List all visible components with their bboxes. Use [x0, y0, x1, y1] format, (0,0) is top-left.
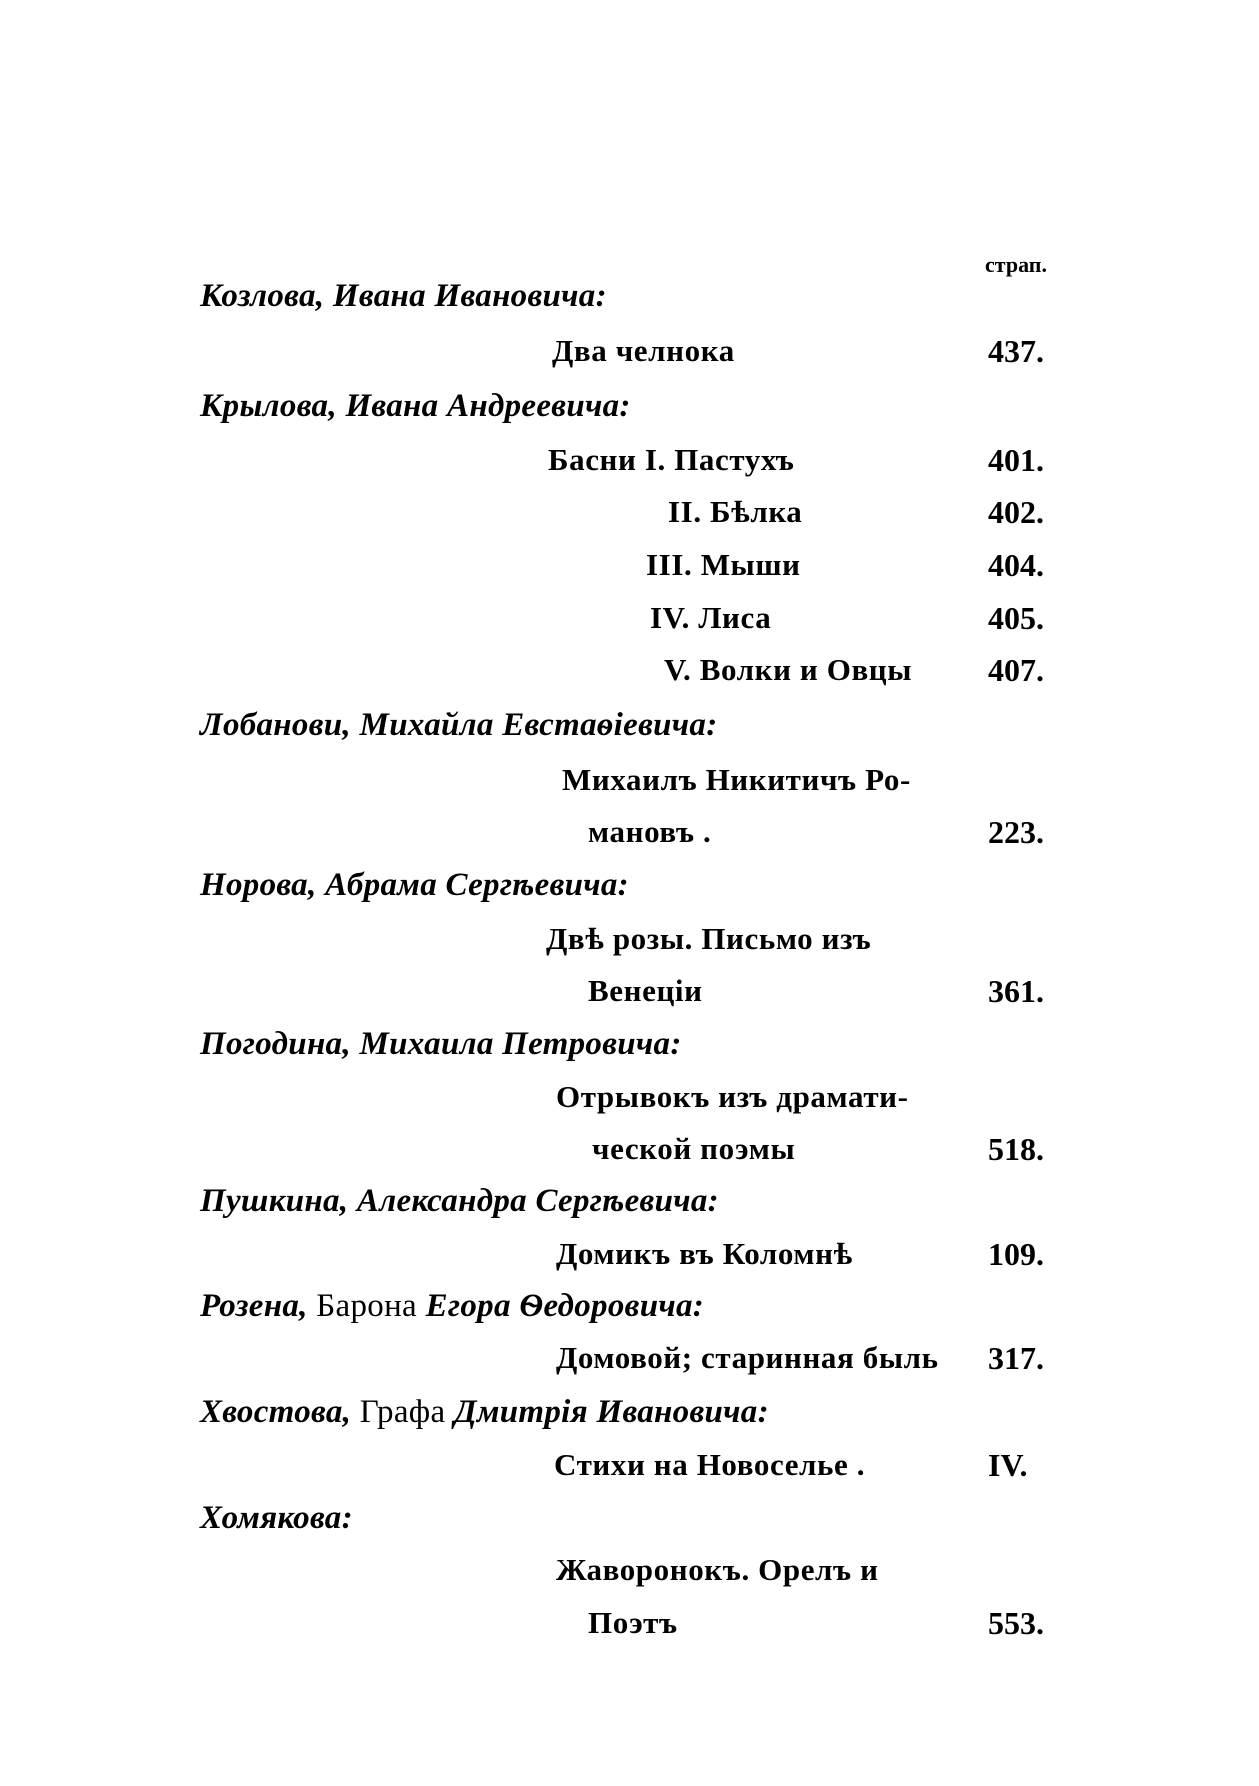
author-heading: [200, 1183, 719, 1220]
author-heading: [200, 707, 718, 744]
toc-entry-page: 223.: [988, 814, 1044, 850]
toc-entry-title: Домикъ въ Коломнѣ: [556, 1236, 853, 1271]
author-heading: [200, 1500, 353, 1537]
toc-entry-title: Басни I. Пастухъ: [548, 442, 795, 477]
toc-entry-title: Михаилъ Никитичъ Ро-: [562, 762, 911, 797]
toc-entry-title: III. Мыши: [646, 547, 801, 582]
author-surname: Норова,: [200, 867, 317, 903]
author-name: Михайла Евстаѳіевича:: [359, 707, 718, 743]
page-column-header: страп.: [985, 252, 1047, 277]
toc-entry-page: 518.: [988, 1131, 1044, 1167]
author-surname: Козлова,: [200, 278, 325, 314]
author-surname: Хвостова,: [200, 1394, 352, 1430]
toc-entry-title: IV. Лиса: [650, 600, 772, 635]
author-heading: [200, 867, 629, 904]
author-heading: [200, 278, 607, 315]
author-heading: [200, 1026, 682, 1063]
toc-entry-title: Жаворонокъ. Орелъ и: [556, 1552, 879, 1587]
toc-entry-page: 407.: [988, 652, 1044, 688]
toc-entry-title: II. Бѣлка: [668, 494, 803, 529]
toc-entry-page: IV.: [988, 1447, 1028, 1483]
toc-entry-page: 404.: [988, 547, 1044, 583]
author-heading: [200, 1394, 769, 1431]
toc-entry-title: Двѣ розы. Письмо изъ: [546, 921, 872, 956]
author-surname: Хомякова:: [200, 1500, 353, 1536]
author-name: Дмитрія Ивановича:: [453, 1394, 769, 1430]
toc-entry-title: Домовой; старинная быль: [556, 1340, 939, 1375]
author-heading: [200, 388, 631, 425]
author-surname: Крылова,: [200, 388, 337, 424]
author-heading: [200, 1288, 704, 1325]
author-name: Ивана Ивановича:: [332, 278, 607, 314]
toc-entry-page: 402.: [988, 494, 1044, 530]
toc-entry-title: V. Волки и Овцы: [664, 652, 913, 687]
author-title: Барона: [316, 1288, 418, 1324]
toc-entry-page: 109.: [988, 1236, 1044, 1272]
author-title: Графа: [359, 1394, 446, 1430]
toc-entry-title: Венеціи: [588, 973, 703, 1008]
toc-entry-page: 317.: [988, 1340, 1044, 1376]
author-surname: Розена,: [200, 1288, 308, 1324]
author-surname: Пушкина,: [200, 1183, 349, 1219]
toc-entry-title: мановъ .: [588, 814, 712, 849]
author-name: Абрама Сергѣевича:: [325, 867, 629, 903]
toc-entry-page: 405.: [988, 600, 1044, 636]
author-surname: Погодина,: [200, 1026, 351, 1062]
author-name: Егора Ѳедоровича:: [425, 1288, 705, 1324]
toc-entry-page: 361.: [988, 973, 1044, 1009]
toc-entry-title: Поэтъ: [588, 1605, 678, 1640]
author-surname: Лобанови,: [200, 707, 351, 743]
toc-entry-page: 553.: [988, 1605, 1044, 1641]
author-name: Михаила Петровича:: [359, 1026, 682, 1062]
toc-entry-title: ческой поэмы: [592, 1131, 796, 1166]
toc-entry-page: 401.: [988, 442, 1044, 478]
toc-entry-title: Стихи на Новоселье .: [554, 1447, 866, 1482]
author-name: Александра Сергѣевича:: [356, 1183, 719, 1219]
author-name: Ивана Андреевича:: [345, 388, 631, 424]
toc-entry-title: Отрывокъ изъ драмати-: [556, 1079, 909, 1114]
toc-entry-page: 437.: [988, 333, 1044, 369]
toc-entry-title: Два челнока: [552, 333, 735, 368]
